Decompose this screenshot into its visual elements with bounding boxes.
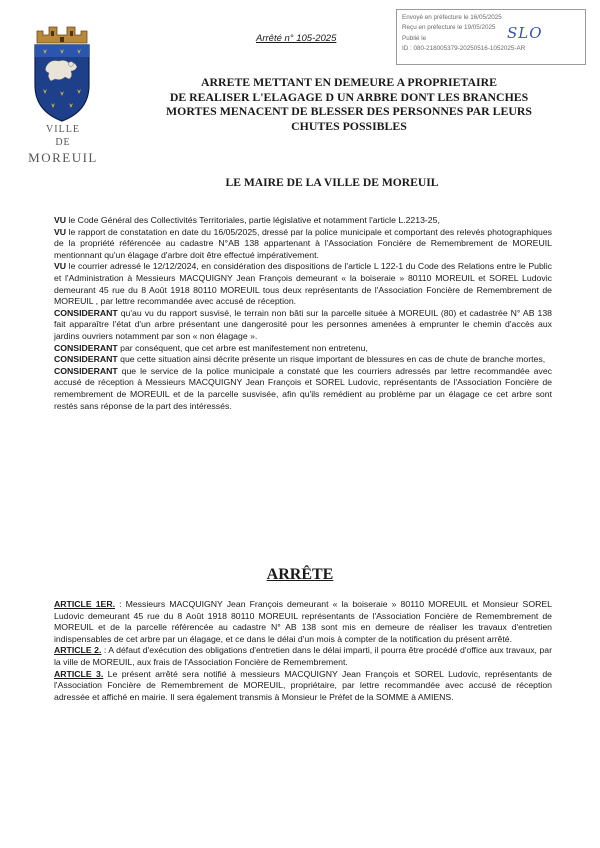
article-paragraph [54, 645, 552, 668]
prefecture-stamp [396, 9, 586, 65]
consideration-keyword: CONSIDERANT [54, 365, 118, 376]
consideration-paragraph [54, 215, 552, 227]
consideration-keyword: CONSIDERANT [54, 354, 118, 365]
arrete-number: Arrêté n° 105-2025 [256, 33, 337, 44]
stamp-handwritten-initials: SLO [507, 24, 543, 42]
articles-block [54, 599, 552, 703]
consideration-paragraph [54, 308, 552, 343]
city-name-line2: DE [55, 137, 71, 148]
consideration-keyword: VU [54, 226, 67, 237]
consideration-paragraph [54, 354, 552, 366]
consideration-paragraph [54, 261, 552, 307]
consideration-text: le Code Général des Collectivités Territoriales, partie législative et notamment l'article L.2213-25, [66, 215, 440, 225]
title-line: ARRETE METTANT EN DEMEURE A PROPRIETAIRE [201, 75, 497, 89]
title-line: CHUTES POSSIBLES [291, 118, 407, 133]
city-coat-of-arms-logo [29, 19, 95, 123]
stamp-recu: Reçu en préfecture le 19/05/2025 [402, 24, 496, 32]
consideration-text: que le service de la police municipale a constaté que les courriers adressés par lettre recommandée avec accusé de réception à Messieurs MACQUIGNY Jean François et SOREL Ludovic, représentants de l'Association Foncière de remembrement de MOREUIL et de la parcelle susvisée, afin qu'ils remédient au problème par un élagage ce cet arbre sont restés sans réponse de la part des intéressés. [54, 365, 552, 411]
stamp-envoye: Envoyé en préfecture le 16/05/2025 [402, 14, 502, 21]
stamp-id: ID : 080-218005379-20250516-1052025-AR [402, 44, 526, 52]
title-line: MORTES MENACENT DE BLESSER DES PERSONNES PAR LEURS [166, 104, 532, 118]
article-label: ARTICLE 3. [54, 668, 104, 679]
article-label: ARTICLE 1ER. [54, 599, 116, 609]
consideration-paragraph [54, 227, 552, 262]
arrete-heading: ARRÊTE [266, 566, 334, 583]
consideration-text: par conséquent, que cet arbre est manifestement non entretenu, [117, 342, 368, 353]
consideration-text: que cette situation ainsi décrite présente un risque important de blessures en cas de chute de branche mortes, [117, 354, 546, 365]
considerations-block [54, 215, 552, 412]
consideration-text: qu'au vu du rapport susvisé, le terrain non bâti sur la parcelle située à MOREUIL (80) et cadastrée N° AB 138 fait apparaître l'état d'un arbre présentant une dangerosité pour les personnes amenées à emprunter le chemin d'accès aux jardins ouvriers notamment par son « non élagage ». [54, 307, 552, 341]
article-paragraph [54, 669, 552, 704]
article-text: Le présent arrêté sera notifié à messieurs MACQUIGNY Jean François et SOREL Ludovic, représentants de l'Association Foncière de Remembrement de MOREUIL, propriétaire, par lettre recommandée avec accusé de réception adressée et affiché en mairie. Il sera également transmis à Monsieur le Préfet de la SOMME à AMIENS. [54, 668, 552, 702]
article-text: : Messieurs MACQUIGNY Jean François demeurant « la boiseraie » 80110 MOREUIL et Monsieur SOREL Ludovic demeurant 45 rue du 8 Août 1918 80110 MOREUIL représentants de l'Association Foncière de Remembrement de MOREUIL et de la parcelle référencée au cadastre N° AB 138 sont mis en demeure de réaliser les travaux d'entretien indispensables de cet arbre par un élagage, et ce dans le délai d'un mois à compter de la notification du présent arrêté. [54, 599, 553, 644]
consideration-text: le rapport de constatation en date du 16/05/2025, dressé par la police municipale et comportant des relevés photographiques de la propriété référencée au cadastre N°AB 138 appartenant à l'Association Foncière de Remembrement de MOREUIL mentionnant qu'un élagage d'arbre doit être effectué impérativement. [54, 226, 552, 260]
stamp-publie: Publié le [402, 34, 427, 42]
city-name-line1: VILLE [46, 124, 80, 135]
consideration-keyword: VU [54, 261, 67, 272]
city-name-line3: MOREUIL [28, 150, 98, 165]
maire-heading: LE MAIRE DE LA VILLE DE MOREUIL [225, 176, 439, 189]
article-paragraph [54, 599, 552, 645]
article-text: : A défaut d'exécution des obligations d'entretien dans le délai imparti, il pourra être procédé d'office aux travaux, par la ville de MOREUIL, aux frais de l'Association Foncière de Remembrement. [54, 645, 552, 667]
consideration-paragraph [54, 343, 552, 355]
consideration-paragraph [54, 366, 552, 412]
consideration-keyword: CONSIDERANT [54, 307, 118, 318]
article-label: ARTICLE 2. [54, 645, 102, 656]
title-line: DE REALISER L'ELAGAGE D UN ARBRE DONT LES BRANCHES [169, 89, 529, 104]
consideration-keyword: VU [54, 215, 67, 225]
consideration-keyword: CONSIDERANT [54, 342, 118, 353]
consideration-text: le courrier adressé le 12/12/2024, en considération des dispositions de l'article L 122-1 du Code des Relations entre le Public et l'Administration à Messieurs MACQUIGNY Jean François demeurant « la boiseraie » 80110 MOREUIL et SOREL Ludovic demeurant 45 rue du 8 Août 1918 80110 MOREUIL tous deux représentants de l'Association Foncière de Remembrement de MOREUIL , par lettre recommandée avec accusé de réception. [54, 261, 552, 307]
document-title [118, 75, 580, 133]
